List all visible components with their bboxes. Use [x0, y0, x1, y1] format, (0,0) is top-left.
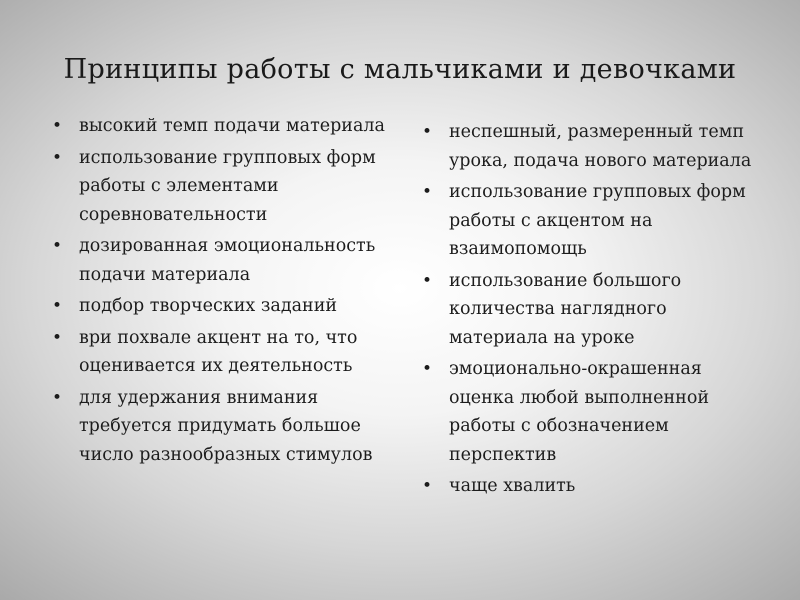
list-item: • чаще хвалить [422, 472, 752, 501]
list-item: • подбор творческих заданий [52, 292, 392, 321]
boys-principles-list [52, 112, 392, 472]
slide-title: Принципы работы с мальчиками и девочками [63, 54, 737, 85]
list-item: • использование большого количества наглядного материала на уроке [422, 267, 752, 353]
list-item: • использование групповых форм работы с элементами соревновательности [52, 144, 392, 230]
girls-principles-list [422, 118, 752, 504]
list-item: • высокий темп подачи материала [52, 112, 392, 141]
list-item: • неспешный, размеренный темп урока, подача нового материала [422, 118, 752, 175]
list-item: • ври похвале акцент на то, что оценивается их деятельность [52, 324, 392, 381]
list-item: • использование групповых форм работы с акцентом на взаимопомощь [422, 178, 752, 264]
list-item: • для удержания внимания требуется придумать большое число разнообразных стимулов [52, 384, 392, 470]
list-item: • дозированная эмоциональность подачи материала [52, 232, 392, 289]
list-item: • эмоционально-окрашенная оценка любой выполненной работы с обозначением перспектив [422, 355, 752, 469]
